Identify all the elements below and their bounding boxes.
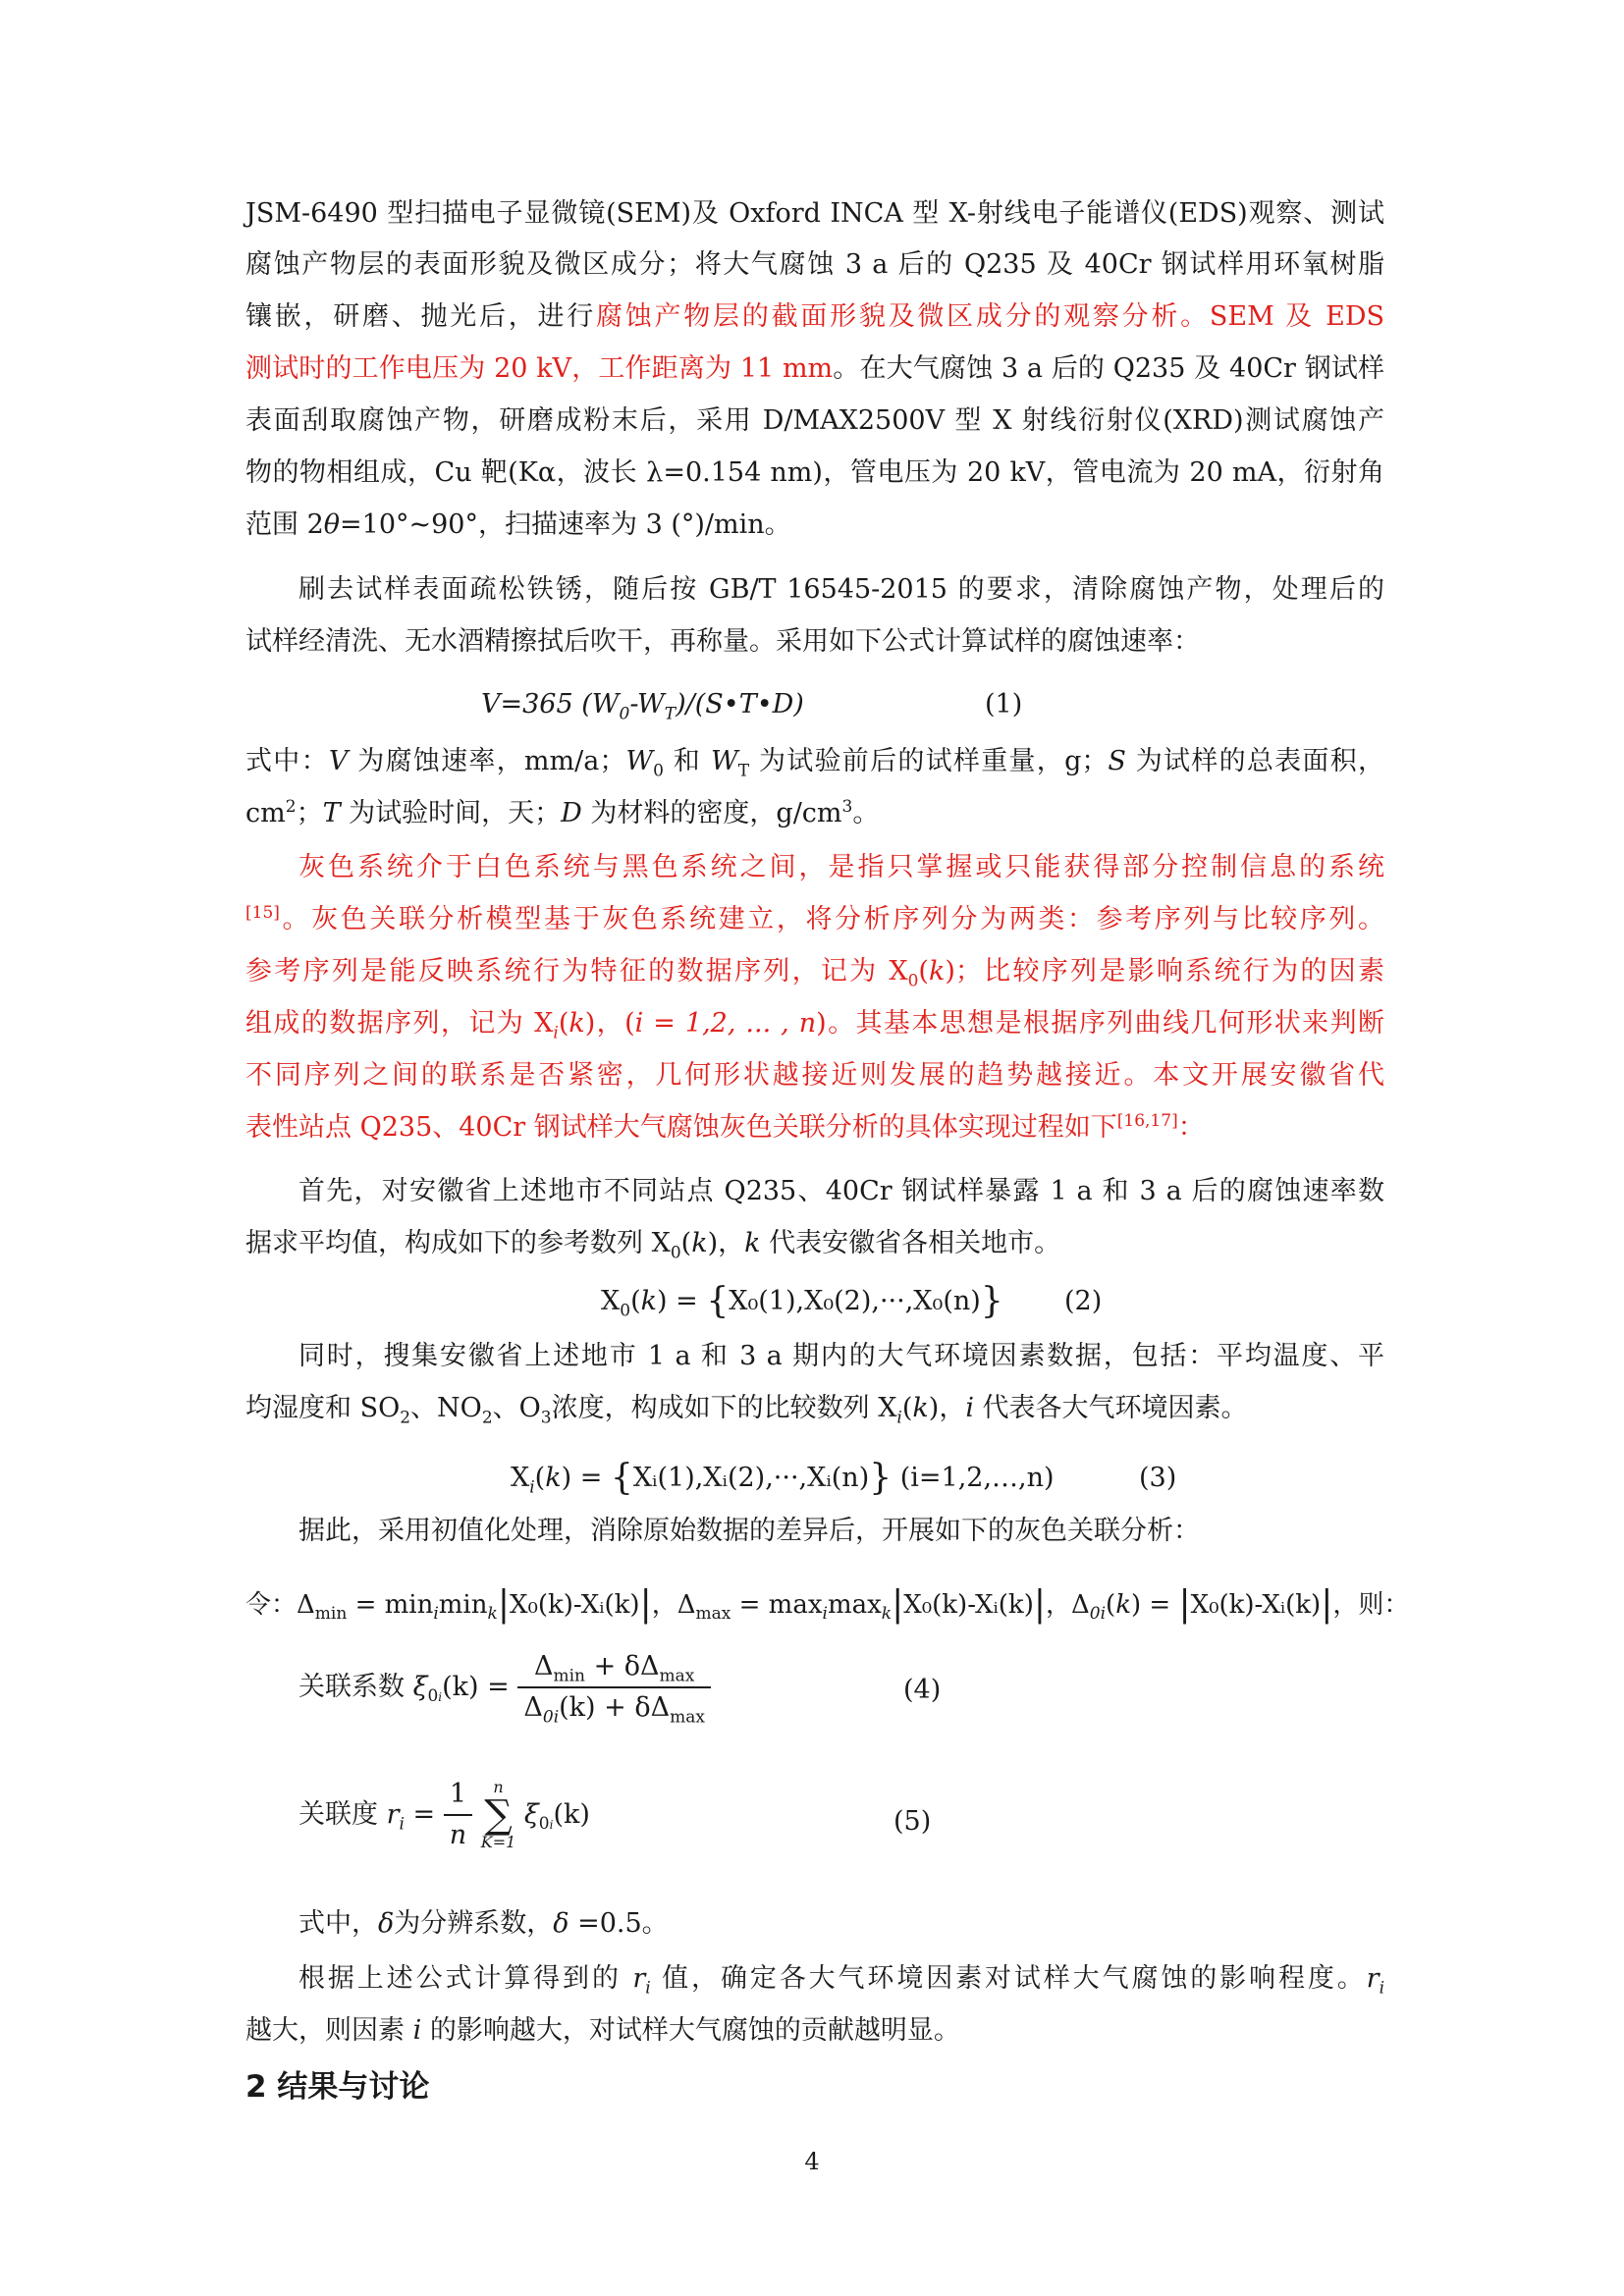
var: W xyxy=(710,746,738,776)
subscript xyxy=(427,1686,442,1706)
text: 代表各大气环境因素。 xyxy=(973,1393,1248,1423)
text: 范围 2 xyxy=(245,509,324,540)
fraction xyxy=(517,1649,711,1726)
var: r xyxy=(386,1799,400,1830)
text: 刷去试样表面疏松铁锈，随后按 GB/T 16545-2015 的要求，清除腐蚀产物，处理后的 xyxy=(298,574,1384,605)
denominator xyxy=(517,1688,711,1726)
text: = xyxy=(404,1799,436,1830)
grey-line4 xyxy=(245,1006,1384,1041)
subscript: 3 xyxy=(540,1408,552,1428)
equation-2: $X_0(k) = \{X_0(1),X_0(2),\cdot\cdot\cdot,X_0(n)\}$ xyxy=(601,1281,1003,1321)
text: 关联度 xyxy=(298,1799,378,1830)
para2-line1 xyxy=(298,572,1384,608)
abs-bar: | xyxy=(1178,1584,1191,1625)
subscript: i xyxy=(553,1023,559,1043)
delta-var: δ xyxy=(553,1908,569,1939)
text: X xyxy=(511,1463,530,1493)
text: Δ xyxy=(533,1651,554,1682)
delta-symbol: Δ xyxy=(297,1590,315,1620)
text: 腐蚀产物层的表面形貌及微区成分；将大气腐蚀 3 a 后的 Q235 及 40Cr 钢试样用环氧树脂 xyxy=(245,249,1384,280)
highlight-text: 参考序列是能反映系统行为特征的数据序列，记为 X xyxy=(245,956,908,987)
para1-line3 xyxy=(245,299,1384,335)
text: min xyxy=(438,1590,488,1620)
sigma-symbol: ∑ xyxy=(484,1792,513,1838)
var: k xyxy=(691,1228,708,1258)
var: V xyxy=(328,746,349,776)
subscript: 0 xyxy=(619,704,630,724)
text: 物的物相组成，Cu 靶(Kα，波长 λ=0.154 nm)，管电压为 20 kV，管电流为 20 mA，衍射角 xyxy=(245,457,1384,488)
grey-line2 xyxy=(245,902,1384,937)
text: 首先，对安徽省上述地市不同站点 Q235、40Cr 钢试样暴露 1 a 和 3 a 后的腐蚀速率数 xyxy=(298,1176,1384,1206)
var: k xyxy=(568,1008,585,1039)
right-brace: } xyxy=(980,1281,1003,1321)
grey-line3 xyxy=(245,954,1384,989)
grey-line5 xyxy=(245,1058,1384,1094)
subscript: 0 xyxy=(653,761,664,781)
text: 令： xyxy=(245,1590,298,1620)
equation-1-number: (1) xyxy=(985,689,1023,720)
text: 0 xyxy=(427,1686,439,1707)
abs-bar: | xyxy=(639,1584,652,1625)
text: ( xyxy=(901,1393,913,1423)
para1-line6 xyxy=(245,455,1384,491)
text: 据此，采用初值化处理，消除原始数据的差异后，开展如下的灰色关联分析： xyxy=(298,1516,1200,1546)
subscript: max xyxy=(670,1707,705,1728)
subscript: i xyxy=(1379,1978,1384,1999)
subscript: 0 xyxy=(907,971,919,991)
lhs xyxy=(412,1672,510,1707)
subscript: max xyxy=(695,1604,731,1625)
highlight-text: )；比较序列是影响系统行为的因素 xyxy=(945,956,1384,987)
text: Δ xyxy=(523,1692,543,1723)
text: )，( xyxy=(584,1008,635,1039)
text: 、NO xyxy=(410,1393,482,1423)
text: =10°~90°，扫描速率为 3 (°)/min。 xyxy=(340,509,791,540)
var: k xyxy=(640,1286,657,1316)
page-number: 4 xyxy=(804,2148,820,2175)
equation-3-number: (3) xyxy=(1139,1463,1177,1493)
sum-upper: n xyxy=(493,1778,504,1796)
text: ，则： xyxy=(1332,1590,1410,1620)
conclusion-line2 xyxy=(245,2013,1384,2049)
highlight-text: 组成的数据序列，记为 X xyxy=(245,1008,554,1039)
text: ， xyxy=(651,1590,677,1620)
delta-symbol: Δ xyxy=(1071,1590,1090,1620)
abs-bar: | xyxy=(497,1584,510,1625)
text: )， xyxy=(707,1228,745,1258)
subscript: T xyxy=(737,761,750,781)
text: X xyxy=(601,1286,621,1316)
para1-line4 xyxy=(245,351,1384,387)
numerator xyxy=(517,1649,711,1688)
highlight-text: 测试时的工作电压为 20 kV，工作距离为 11 mm xyxy=(245,353,834,384)
abs-expr: X₀(k)-Xᵢ(k) xyxy=(903,1590,1034,1620)
where-line2 xyxy=(245,796,1384,831)
term xyxy=(523,1799,590,1835)
grey-line6 xyxy=(245,1110,1384,1146)
subscript: 2 xyxy=(400,1408,411,1428)
text: 式中， xyxy=(298,1908,378,1939)
subscript: 0 xyxy=(670,1243,681,1263)
sum-lower: K=1 xyxy=(480,1833,516,1851)
abs-bar: | xyxy=(1321,1584,1333,1625)
text: 为分辨系数， xyxy=(394,1908,554,1939)
abs-bar: | xyxy=(892,1584,904,1625)
text: 越大，则因素 xyxy=(245,2015,413,2046)
para1-line7 xyxy=(245,507,1384,543)
where-line1 xyxy=(245,744,1384,779)
text: cm xyxy=(245,798,286,828)
accordingly-line xyxy=(298,1514,1384,1549)
text: 为材料的密度，g/cm xyxy=(581,798,842,828)
var: T xyxy=(322,798,341,828)
text: + δΔ xyxy=(584,1651,660,1682)
left-brace: { xyxy=(706,1281,730,1321)
section-heading: 2 结果与讨论 xyxy=(245,2069,430,2105)
delta-line xyxy=(298,1906,1384,1942)
meanwhile-line1 xyxy=(298,1339,1384,1374)
xi-symbol: ξ xyxy=(523,1799,539,1830)
text: 和 xyxy=(663,746,711,776)
text: )， xyxy=(928,1393,966,1423)
text: i xyxy=(549,1818,554,1833)
text: = min xyxy=(347,1590,434,1620)
subscript: i xyxy=(529,1477,535,1498)
text: max xyxy=(827,1590,882,1620)
text: 据求平均值，构成如下的参考数列 X xyxy=(245,1228,671,1258)
superscript: 2 xyxy=(285,797,297,817)
text: 表面刮取腐蚀产物，研磨成粉末后，采用 D/MAX2500V 型 X 射线衍射仪(XRD)测试腐蚀产 xyxy=(245,405,1384,436)
subscript: k xyxy=(487,1604,498,1625)
highlight-text: 表性站点 Q235、40Cr 钢试样大气腐蚀灰色关联分析的具体实现过程如下 xyxy=(245,1112,1117,1143)
para1-line1 xyxy=(245,196,1384,232)
highlight-text: 灰色系统介于白色系统与黑色系统之间，是指只掌握或只能获得部分控制信息的系统 xyxy=(298,852,1384,882)
text: (k) xyxy=(553,1799,590,1830)
var: S xyxy=(1108,746,1126,776)
text: JSM-6490 型扫描电子显微镜(SEM)及 Oxford INCA 型 X-射线电子能谱仪(EDS)观察、测试 xyxy=(245,198,1384,229)
var: k xyxy=(928,956,946,987)
theta-symbol: θ xyxy=(323,509,341,540)
text: 代表安徽省各相关地市。 xyxy=(760,1228,1061,1258)
text: 镶嵌，研磨、抛光后，进行 xyxy=(245,301,597,332)
equation-4 xyxy=(298,1649,711,1726)
delta-symbol: Δ xyxy=(677,1590,696,1620)
summation xyxy=(481,1780,516,1850)
text: 为试样的总表面积， xyxy=(1125,746,1385,776)
text: ； xyxy=(296,798,323,828)
text: = max xyxy=(731,1590,823,1620)
text: ( xyxy=(680,1228,692,1258)
var: k xyxy=(1115,1590,1131,1620)
text: 同时，搜集安徽省上述地市 1 a 和 3 a 期内的大气环境因素数据，包括：平均温度、平 xyxy=(298,1341,1384,1371)
index-range: (i=1,2,…,n) xyxy=(899,1463,1055,1493)
var: i xyxy=(412,2015,422,2046)
highlight-text: )。其基本思想是根据序列曲线几何形状来判断 xyxy=(816,1008,1384,1039)
text: ： xyxy=(1177,1112,1205,1143)
first-line1 xyxy=(298,1174,1384,1209)
citation: [16,17] xyxy=(1116,1111,1178,1131)
var: k xyxy=(744,1228,761,1258)
var: W xyxy=(625,746,654,776)
text: 、O xyxy=(492,1393,541,1423)
para1-line5 xyxy=(245,403,1384,439)
para1-line2 xyxy=(245,247,1384,283)
index-range: i = 1,2, ... , n xyxy=(634,1008,817,1039)
var: r xyxy=(632,1963,646,1994)
equation-3: $X_i(k)$ = {Xᵢ(1),Xᵢ(2),···,Xᵢ(n)} (i=1,2,…,n) xyxy=(511,1458,1055,1498)
para2-line2 xyxy=(245,624,1384,660)
equation-1 xyxy=(481,687,933,722)
highlight-text: 。灰色关联分析模型基于灰色系统建立，将分析序列分为两类：参考序列与比较序列。 xyxy=(279,904,1384,934)
text: 0 xyxy=(538,1814,550,1835)
subscript: i xyxy=(822,1604,828,1625)
text: -W xyxy=(629,689,665,720)
text: 。 xyxy=(852,798,880,828)
subscript: i xyxy=(433,1604,439,1625)
subscript: min xyxy=(553,1666,585,1686)
delta-var: δ xyxy=(378,1908,395,1939)
abs-expr: X₀(k)-Xᵢ(k) xyxy=(1190,1590,1322,1620)
text: ( xyxy=(918,956,929,987)
meanwhile-line2 xyxy=(245,1391,1384,1426)
grey-line1 xyxy=(298,850,1384,885)
var: D xyxy=(561,798,582,828)
superscript: 3 xyxy=(841,797,853,817)
text: 的影响越大，对试样大气腐蚀的贡献越明显。 xyxy=(421,2015,960,2046)
text: 式中： xyxy=(245,746,329,776)
subscript: 0 xyxy=(620,1301,631,1321)
equation-5-number: (5) xyxy=(893,1806,932,1837)
var: k xyxy=(545,1463,562,1493)
equation-5 xyxy=(298,1777,590,1853)
denominator: n xyxy=(449,1820,467,1850)
text: 为腐蚀速率，mm/a； xyxy=(348,746,626,776)
sequence: Xᵢ(1),Xᵢ(2),···,Xᵢ(n) xyxy=(632,1463,870,1493)
abs-bar: | xyxy=(1033,1584,1046,1625)
subscript: k xyxy=(881,1604,893,1625)
subscript: i xyxy=(896,1408,902,1428)
text: 浓度，构成如下的比较数列 X xyxy=(551,1393,897,1423)
text: ( xyxy=(558,1008,569,1039)
subscript: 0i xyxy=(1089,1604,1107,1625)
subscript xyxy=(539,1814,554,1834)
text: 值，确定各大气环境因素对试样大气腐蚀的影响程度。 xyxy=(650,1963,1367,1994)
var: k xyxy=(912,1393,929,1423)
subscript: i xyxy=(399,1814,405,1835)
subscript: 2 xyxy=(481,1408,493,1428)
text: 。在大气腐蚀 3 a 后的 Q235 及 40Cr 钢试样 xyxy=(833,353,1384,384)
subscript: T xyxy=(664,704,677,724)
abs-expr: X₀(k)-Xᵢ(k) xyxy=(509,1590,640,1620)
citation: [15] xyxy=(245,903,280,923)
text: (k) + δΔ xyxy=(559,1692,671,1723)
text: ， xyxy=(1045,1590,1071,1620)
text: 为试验前后的试样重量，g； xyxy=(749,746,1109,776)
highlight-text: 不同序列之间的联系是否紧密，几何形状越接近则发展的趋势越接近。本文开展安徽省代 xyxy=(245,1060,1384,1091)
text: 试样经清洗、无水酒精擦拭后吹干，再称量。采用如下公式计算试样的腐蚀速率： xyxy=(245,626,1200,657)
numerator: 1 xyxy=(444,1777,472,1816)
subscript: min xyxy=(314,1604,348,1625)
subscript: max xyxy=(659,1666,695,1686)
fraction xyxy=(444,1777,472,1853)
sequence: X₀(1),X₀(2),···,X₀(n) xyxy=(729,1286,981,1316)
var: r xyxy=(1366,1963,1380,1994)
text: 均湿度和 SO xyxy=(245,1393,401,1423)
left-brace: { xyxy=(610,1458,633,1498)
text: (k) = xyxy=(442,1672,510,1702)
text: 为试验时间，天； xyxy=(340,798,562,828)
text: V=365 (W xyxy=(481,689,620,720)
text: 根据上述公式计算得到的 xyxy=(298,1963,633,1994)
xi-symbol: ξ xyxy=(412,1672,428,1702)
text: i xyxy=(438,1690,443,1705)
first-line2 xyxy=(245,1226,1384,1261)
subscript: i xyxy=(645,1978,651,1999)
lhs xyxy=(386,1799,436,1835)
subscript: 0i xyxy=(542,1707,560,1728)
equation-4-number: (4) xyxy=(903,1675,942,1705)
var: i xyxy=(965,1393,974,1423)
conclusion-line1 xyxy=(298,1961,1384,1997)
text: )/(S•T•D) xyxy=(676,689,804,720)
text: 关联系数 xyxy=(298,1672,405,1702)
equation-2-number: (2) xyxy=(1064,1286,1103,1316)
let-definitions: 令：$\Delta_{min}$ = $\min_i\min_k|X_0(k)-Xᵢ(k)|$，$\Delta_{max}$ = $\max_i\max_k|X_0(k)-Xᵢ(k)|$，$\Delta_{0i}(k)$ = |X₀(k)-Xᵢ(k)|，则： xyxy=(245,1584,1410,1625)
right-brace: } xyxy=(869,1458,893,1498)
highlight-text: 腐蚀产物层的截面形貌及微区成分的观察分析。SEM 及 EDS xyxy=(596,301,1384,332)
text: =0.5。 xyxy=(568,1908,669,1939)
